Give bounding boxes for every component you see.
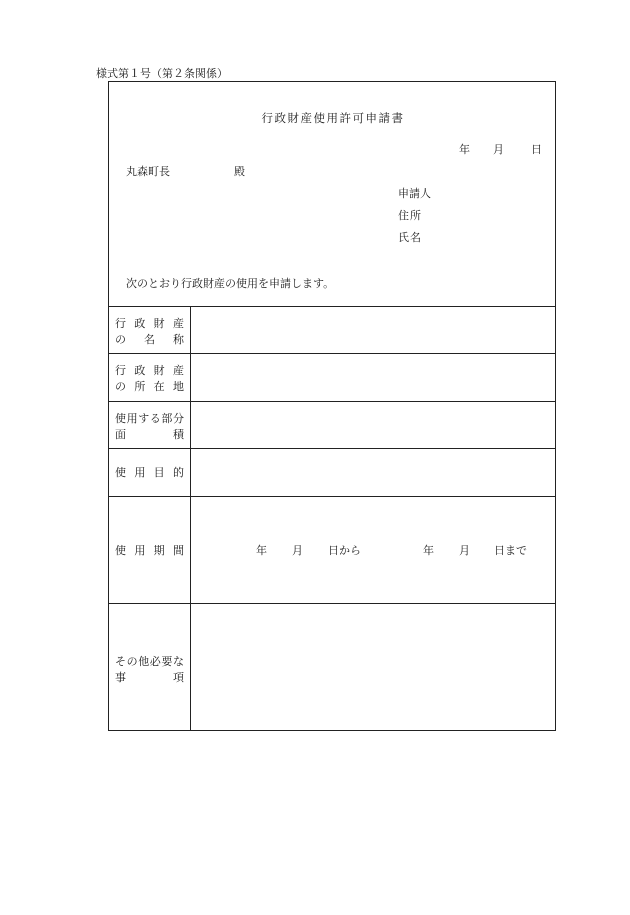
row-label-cell [109, 307, 191, 353]
row-label-line1: 使用する部分 [115, 412, 184, 425]
purpose-field[interactable] [191, 449, 555, 496]
period-start-day: 日から [328, 544, 361, 557]
period-end-year: 年 [423, 544, 434, 557]
row-label-cell [109, 497, 191, 603]
form-number-label: 様式第１号（第２条関係） [96, 67, 228, 80]
table-row [109, 496, 555, 603]
row-label-line1: 行政財産 [115, 317, 184, 330]
honorific: 殿 [234, 165, 245, 178]
applicant-label: 申請人 [398, 187, 431, 200]
row-label-line2: の所在地 [115, 380, 184, 393]
row-label-line1: 使用期間 [115, 544, 184, 557]
area-field[interactable] [191, 402, 555, 448]
row-label-cell [109, 354, 191, 401]
period-end-month: 月 [459, 544, 470, 557]
period-start-month: 月 [292, 544, 303, 557]
row-label-line1: 行政財産 [115, 364, 184, 377]
table-row [109, 401, 555, 448]
period-end-day: 日まで [494, 544, 527, 557]
row-label-cell [109, 604, 191, 730]
row-label-line2: の名称 [115, 333, 184, 346]
row-label-line1: 使用目的 [115, 466, 184, 479]
addressee: 丸森町長 [126, 165, 170, 178]
usage-period-field[interactable] [191, 497, 555, 603]
address-label: 住所 [398, 209, 422, 222]
table-row [109, 603, 555, 730]
table-row [109, 448, 555, 496]
intro-text: 次のとおり行政財産の使用を申請します。 [126, 277, 335, 290]
row-label-cell [109, 402, 191, 448]
row-label-line2: 事項 [115, 671, 184, 684]
property-location-field[interactable] [191, 354, 555, 401]
table-row [109, 306, 555, 353]
application-form [108, 81, 556, 731]
row-label-line2: 面積 [115, 428, 184, 441]
property-name-field[interactable] [191, 307, 555, 353]
row-label-cell [109, 449, 191, 496]
other-matters-field[interactable] [191, 604, 555, 730]
date-day-label: 日 [531, 143, 542, 156]
row-label-line1: その他必要な [115, 655, 184, 668]
date-month-label: 月 [493, 143, 504, 156]
date-year-label: 年 [459, 143, 470, 156]
name-label: 氏名 [398, 231, 422, 244]
table-row [109, 353, 555, 401]
period-start-year: 年 [256, 544, 267, 557]
form-title: 行政財産使用許可申請書 [261, 111, 405, 125]
